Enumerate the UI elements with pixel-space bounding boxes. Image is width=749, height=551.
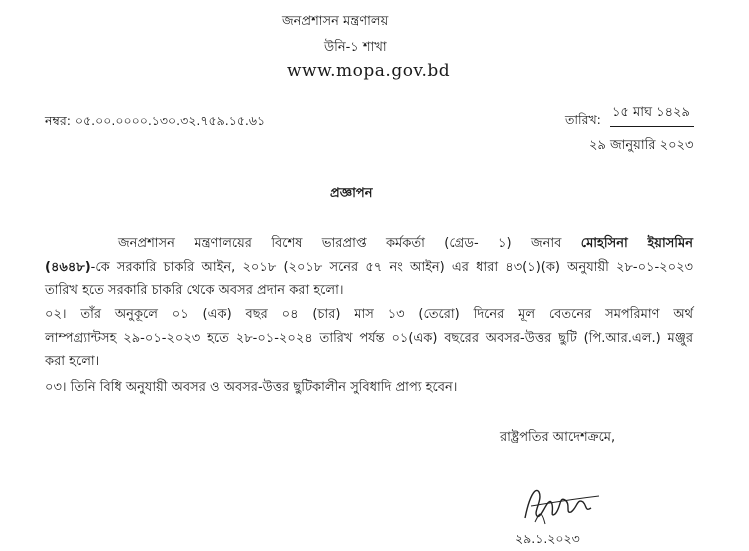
paragraph-1-line-2 bbox=[45, 256, 693, 280]
paragraph-1-line-1-text: জনপ্রশাসন মন্ত্রণালয়ের বিশেষ ভারপ্রাপ্ত কর্মকর্তা (গ্রেড- ১) জনাব bbox=[118, 236, 562, 251]
paragraph-3 bbox=[45, 376, 693, 400]
paragraph-3-line-1: ০৩। তিনি বিধি অনুযায়ী অবসর ও অবসর-উত্তর ছুটিকালীন সুবিধাদি প্রাপ্য হবেন। bbox=[45, 380, 458, 395]
paragraph-2 bbox=[45, 303, 693, 374]
ministry-name: জনপ্রশাসন মন্ত্রণালয় bbox=[282, 14, 389, 29]
paragraph-2-line-1: ০২। তাঁর অনুকূলে ০১ (এক) বছর ০৪ (চার) মাস ১৩ (তেরো) দিনের মূল বেতনের সমপরিমাণ অর্থ bbox=[45, 307, 693, 322]
paragraph-1-line-3: তারিখ হতে সরকারি চাকরি থেকে অবসর প্রদান করা হলো। bbox=[45, 283, 344, 298]
date-label: তারিখ: bbox=[565, 112, 601, 127]
paragraph-1 bbox=[45, 232, 693, 303]
officer-id: (৪৬৪৮) bbox=[45, 259, 91, 275]
paragraph-2-line-2: লাম্পগ্র্যান্টসহ ২৯-০১-২০২৩ হতে ২৮-০১-২০২৪ তারিখ পর্যন্ত ০১(এক) বছরের অবসর-উত্তর ছুটি (পি.আর.এল.) মঞ্জুর bbox=[45, 330, 693, 346]
closing-line: রাষ্ট্রপতির আদেশক্রমে, bbox=[500, 430, 616, 445]
date-gregorian: ২৯ জানুয়ারি ২০২৩ bbox=[589, 138, 694, 153]
paragraph-1-line-1 bbox=[45, 232, 693, 256]
signature-image bbox=[515, 478, 605, 528]
paragraph-1-line-2-text: -কে সরকারি চাকরি আইন, ২০১৮ (২০১৮ সনের ৫৭ নং আইন) এর ধারা ৪৩(১)(ক) অনুযায়ী ২৮-০১-২০২৩ bbox=[90, 259, 693, 275]
date-divider bbox=[610, 126, 694, 127]
unit-name: উনি-১ শাখা bbox=[324, 40, 387, 55]
website-url: www.mopa.gov.bd bbox=[287, 61, 451, 81]
paragraph-2-line-3: করা হলো। bbox=[45, 354, 100, 369]
page-title: প্রজ্ঞাপন bbox=[330, 186, 373, 201]
memo-number: নম্বর: ০৫.০০.০০০০.১৩০.৩২.৭৫৯.১৫.৬১ bbox=[45, 113, 266, 128]
officer-name: মোহসিনা ইয়াসমিন bbox=[580, 236, 694, 251]
signature-date: ২৯.১.২০২৩ bbox=[515, 531, 580, 546]
date-bengali: ১৫ মাঘ ১৪২৯ bbox=[612, 105, 690, 120]
